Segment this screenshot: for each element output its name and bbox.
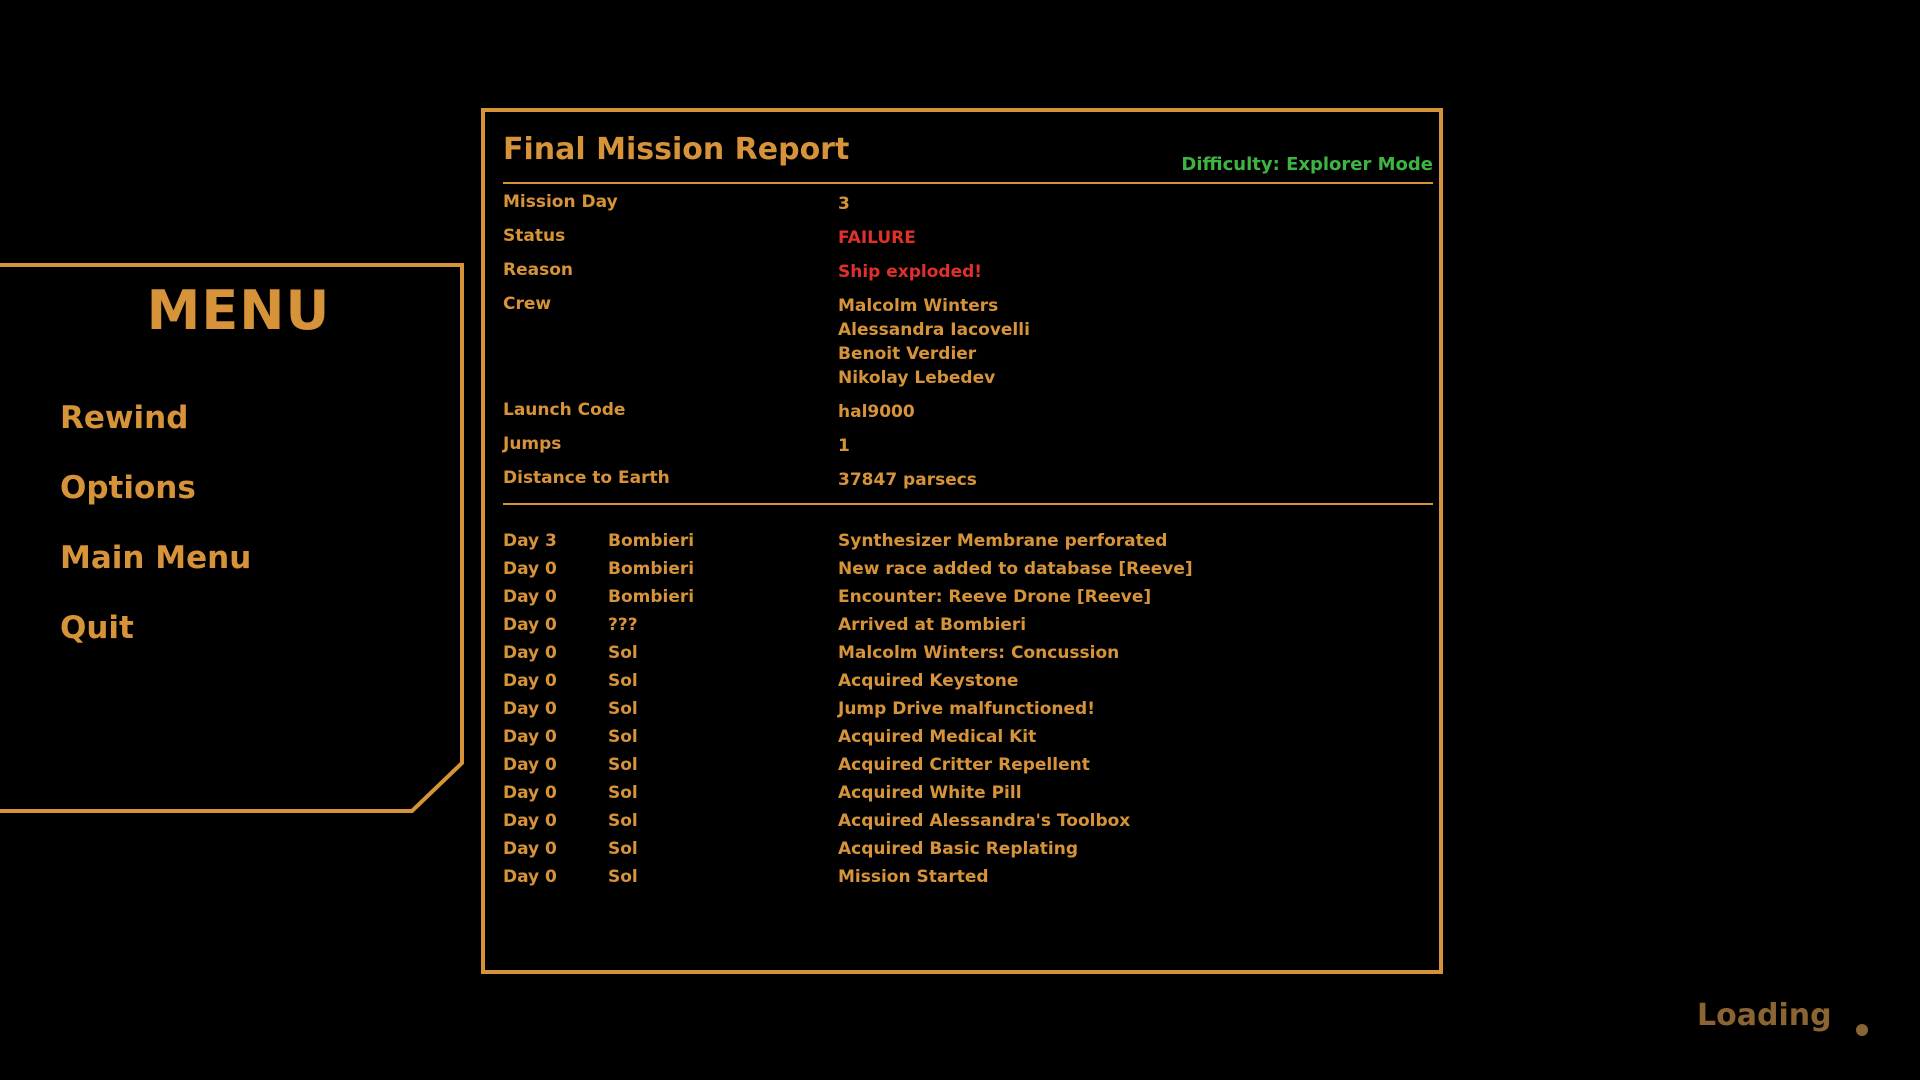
log-location: Sol <box>608 699 638 719</box>
log-entry <box>503 835 1433 863</box>
log-event: Acquired White Pill <box>838 783 1022 803</box>
status-value: FAILURE <box>838 228 916 248</box>
log-event: Acquired Alessandra's Toolbox <box>838 811 1131 831</box>
log-entry <box>503 667 1433 695</box>
log-day: Day 0 <box>503 783 557 803</box>
log-entry <box>503 863 1433 891</box>
log-location: Sol <box>608 671 638 691</box>
log-event: Encounter: Reeve Drone [Reeve] <box>838 587 1152 607</box>
options-button[interactable]: Options <box>60 470 196 506</box>
stat-row-mission-day <box>503 184 1433 218</box>
log-event: Acquired Basic Replating <box>838 839 1079 859</box>
mission-log <box>503 527 1433 891</box>
log-day: Day 0 <box>503 699 557 719</box>
stat-row-crew <box>503 286 1433 392</box>
reason-value: Ship exploded! <box>838 262 983 282</box>
crew-member: Nikolay Lebedev <box>838 368 996 388</box>
log-day: Day 0 <box>503 559 557 579</box>
menu-list <box>60 383 251 663</box>
log-entry <box>503 807 1433 835</box>
stat-row-distance <box>503 460 1433 494</box>
log-day: Day 0 <box>503 811 557 831</box>
log-entry <box>503 779 1433 807</box>
log-event: Synthesizer Membrane perforated <box>838 531 1168 551</box>
log-day: Day 0 <box>503 671 557 691</box>
main-menu-button[interactable]: Main Menu <box>60 540 252 576</box>
log-location: Bombieri <box>608 559 695 579</box>
log-location: Bombieri <box>608 587 695 607</box>
crew-member: Alessandra Iacovelli <box>838 320 1030 340</box>
stat-row-reason <box>503 252 1433 286</box>
crew-list <box>838 286 1433 392</box>
mission-stats <box>503 184 1433 494</box>
crew-member: Benoit Verdier <box>838 344 977 364</box>
loading-spinner-icon <box>1856 1024 1868 1036</box>
log-location: Bombieri <box>608 531 695 551</box>
quit-button[interactable]: Quit <box>60 610 134 646</box>
stat-label: Distance to Earth <box>503 468 670 488</box>
log-location: ??? <box>608 615 638 635</box>
log-event: Acquired Critter Repellent <box>838 755 1090 775</box>
mission-report-panel <box>481 108 1443 974</box>
stat-label: Reason <box>503 260 573 280</box>
stat-label: Launch Code <box>503 400 626 420</box>
log-day: Day 0 <box>503 839 557 859</box>
log-entry <box>503 583 1433 611</box>
log-entry <box>503 639 1433 667</box>
log-location: Sol <box>608 839 638 859</box>
log-entry <box>503 611 1433 639</box>
log-location: Sol <box>608 755 638 775</box>
log-day: Day 0 <box>503 755 557 775</box>
log-day: Day 0 <box>503 867 557 887</box>
launch-code-value: hal9000 <box>838 402 915 422</box>
log-entry <box>503 695 1433 723</box>
log-location: Sol <box>608 727 638 747</box>
log-location: Sol <box>608 643 638 663</box>
log-event: Jump Drive malfunctioned! <box>838 699 1095 719</box>
stat-label: Mission Day <box>503 192 618 212</box>
log-event: Arrived at Bombieri <box>838 615 1027 635</box>
report-divider <box>503 503 1433 505</box>
log-entry <box>503 527 1433 555</box>
crew-member: Malcolm Winters <box>838 296 999 316</box>
stat-row-jumps <box>503 426 1433 460</box>
distance-value: 37847 parsecs <box>838 470 977 490</box>
log-entry <box>503 555 1433 583</box>
stat-label: Jumps <box>503 434 562 454</box>
log-event: New race added to database [Reeve] <box>838 559 1193 579</box>
log-location: Sol <box>608 783 638 803</box>
difficulty-label: Difficulty: Explorer Mode <box>1181 154 1433 175</box>
report-title: Final Mission Report <box>503 132 850 167</box>
log-event: Acquired Keystone <box>838 671 1019 691</box>
log-location: Sol <box>608 811 638 831</box>
log-entry <box>503 751 1433 779</box>
report-header <box>503 130 1433 184</box>
log-day: Day 0 <box>503 615 557 635</box>
log-day: Day 0 <box>503 643 557 663</box>
log-event: Malcolm Winters: Concussion <box>838 643 1120 663</box>
stat-label: Crew <box>503 294 552 314</box>
stat-row-launch-code <box>503 392 1433 426</box>
stat-row-status <box>503 218 1433 252</box>
stat-label: Status <box>503 226 566 246</box>
loading-label: Loading <box>1697 998 1832 1033</box>
log-event: Mission Started <box>838 867 989 887</box>
log-location: Sol <box>608 867 638 887</box>
log-day: Day 0 <box>503 727 557 747</box>
log-day: Day 0 <box>503 587 557 607</box>
pause-menu-panel <box>0 263 464 813</box>
log-day: Day 3 <box>503 531 557 551</box>
log-entry <box>503 723 1433 751</box>
rewind-button[interactable]: Rewind <box>60 400 189 436</box>
mission-day-value: 3 <box>838 194 850 214</box>
jumps-value: 1 <box>838 436 850 456</box>
log-event: Acquired Medical Kit <box>838 727 1037 747</box>
menu-title: MENU <box>146 279 331 342</box>
